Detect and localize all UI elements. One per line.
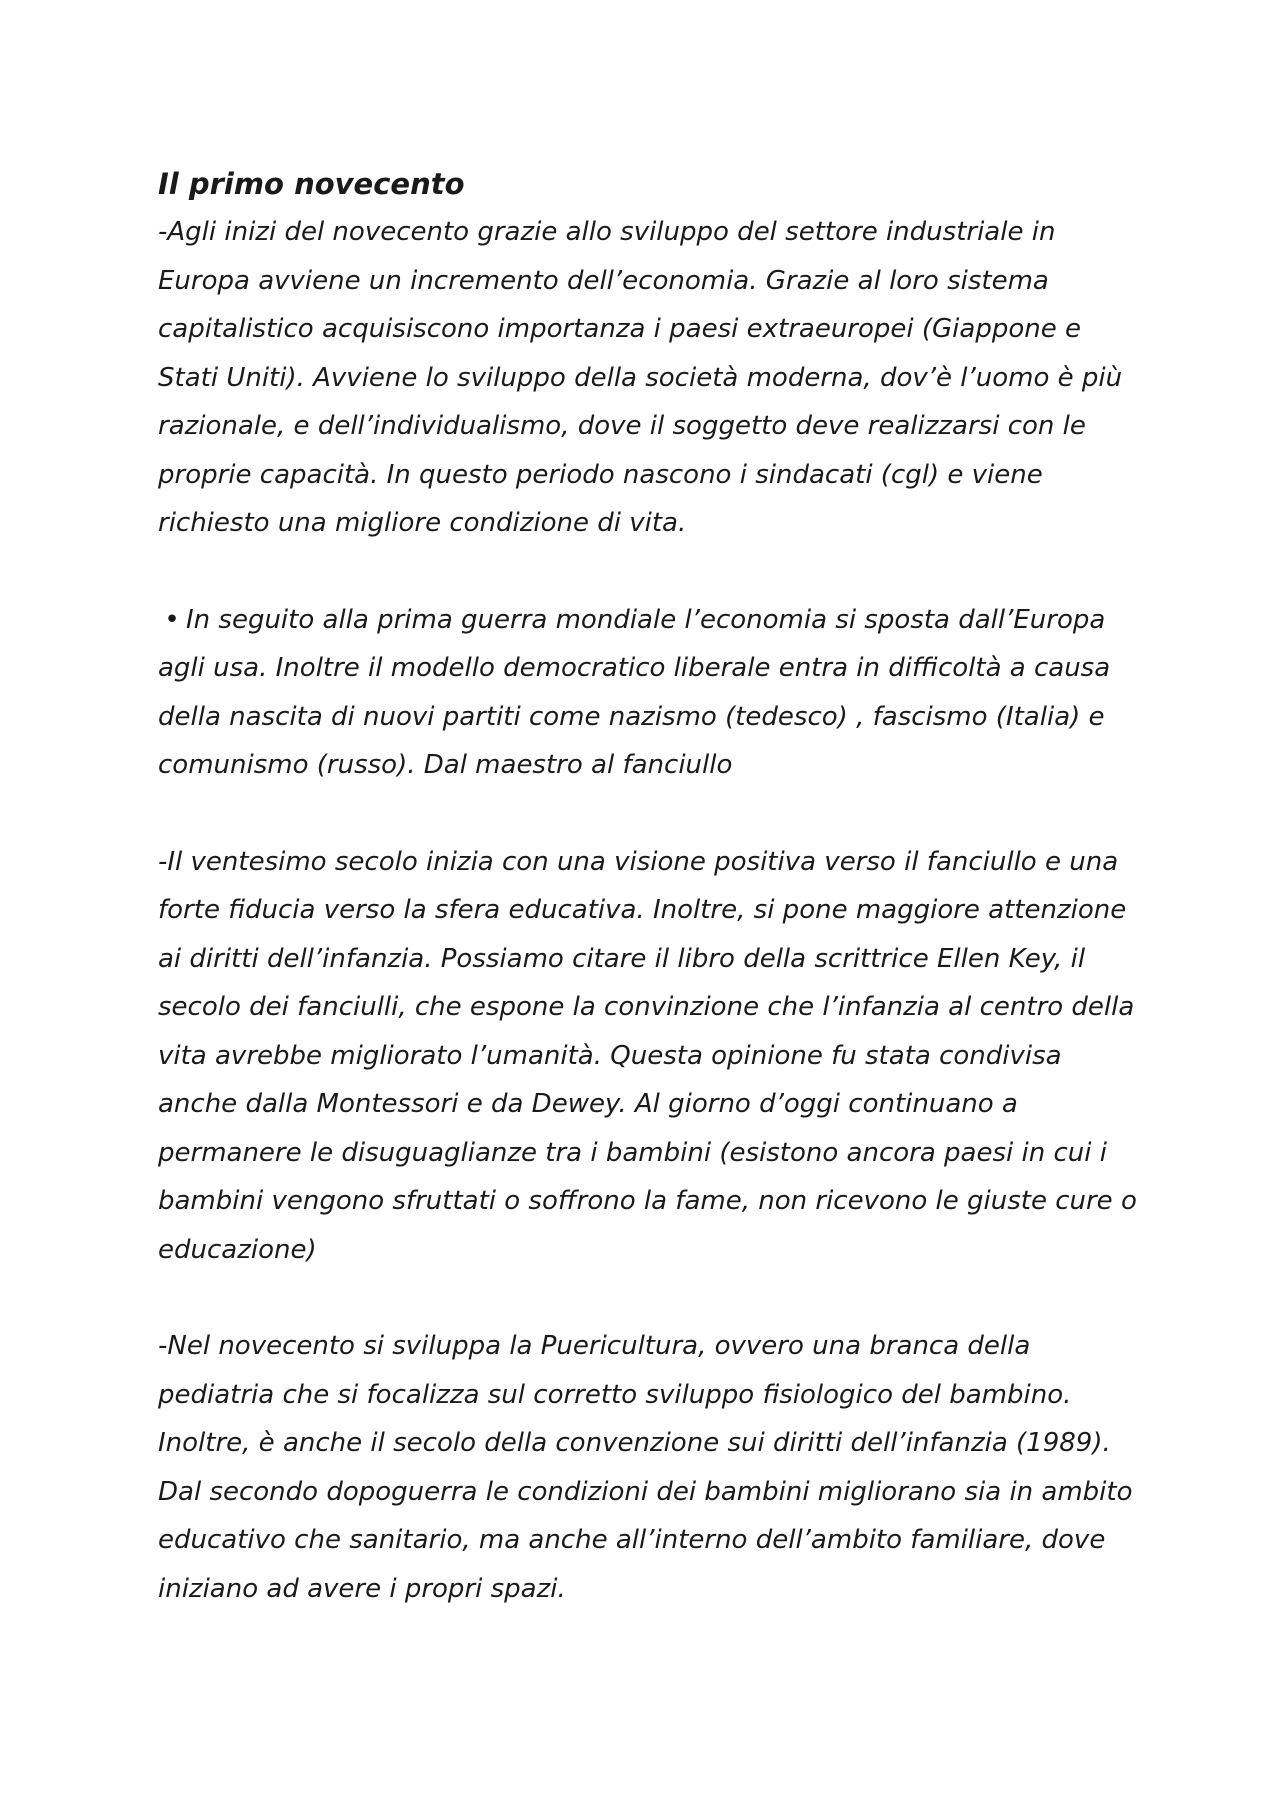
paragraph-puericulture: -Nel novecento si sviluppa la Puericultura, ovvero una branca della pediatria che si focalizza sul corretto sviluppo fisiologico del bambino. Inoltre, è anche il secolo della convenzione sui diritti dell’infanzia (1989). Dal secondo dopoguerra le condizioni dei bambini migliorano sia in ambito educativo che sanitario, ma anche all’interno dell’ambito familiare, dove iniziano ad avere i propri spazi.	[158, 1331, 1133, 1604]
document-body	[158, 160, 1138, 1661]
page-title: Il primo novecento	[158, 167, 465, 201]
paragraph-post-war-economy	[158, 596, 1138, 790]
paragraph-text: In seguito alla prima guerra mondiale l’economia si sposta dall’Europa agli usa. Inoltre il modello democratico liberale entra in difficoltà a causa della nascita di nuovi partiti come nazismo (tedesco) , fascismo (Italia) e comunismo (russo). Dal maestro al fanciullo	[158, 604, 1111, 780]
bullet-icon: •	[164, 604, 180, 635]
paragraph-twentieth-century-childhood: -Il ventesimo secolo inizia con una visione positiva verso il fanciullo e una forte fiducia verso la sfera educativa. Inoltre, si pone maggiore attenzione ai diritti dell’infanzia. Possiamo citare il libro della scrittrice Ellen Key, il secolo dei fanciulli, che espone la convinzione che l’infanzia al centro della vita avrebbe migliorato l’umanità. Questa opinione fu stata condivisa anche dalla Montessori e da Dewey. Al giorno d’oggi continuano a permanere le disuguaglianze tra i bambini (esistono ancora paesi in cui i bambini vengono sfruttati o soffrono la fame, non ricevono le giuste cure o educazione)	[158, 846, 1137, 1265]
paragraph-industrial-development: -Agli inizi del novecento grazie allo sviluppo del settore industriale in Europa avviene un incremento dell’economia. Grazie al loro sistema capitalistico acquisiscono importanza i paesi extraeuropei (Giappone e Stati Uniti). Avviene lo sviluppo della società moderna, dov’è l’uomo è più razionale, e dell’individualismo, dove il soggetto deve realizzarsi con le proprie capacità. In questo periodo nascono i sindacati (cgl) e viene richiesto una migliore condizione di vita.	[158, 217, 1123, 538]
